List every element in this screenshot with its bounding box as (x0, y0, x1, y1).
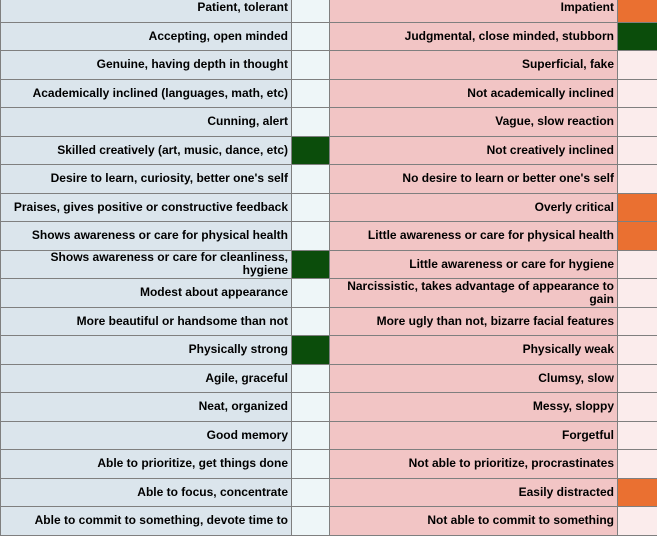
positive-marker-cell[interactable] (292, 307, 330, 336)
trait-rows (1, 0, 657, 535)
positive-trait-cell[interactable]: Cunning, alert (1, 108, 292, 137)
positive-marker-cell[interactable] (292, 507, 330, 536)
positive-trait-cell[interactable]: Skilled creatively (art, music, dance, etc) (1, 136, 292, 165)
positive-trait-cell[interactable]: Modest about appearance (1, 279, 292, 308)
negative-trait-cell[interactable]: No desire to learn or better one's self (330, 165, 618, 194)
negative-marker-cell[interactable] (618, 393, 657, 422)
negative-marker-cell[interactable] (618, 79, 657, 108)
positive-marker-cell[interactable] (292, 421, 330, 450)
negative-marker-cell[interactable] (618, 165, 657, 194)
negative-marker-cell[interactable] (618, 51, 657, 80)
negative-marker-cell[interactable] (618, 279, 657, 308)
negative-marker-cell[interactable] (618, 450, 657, 479)
positive-marker-cell[interactable] (292, 22, 330, 51)
positive-trait-cell[interactable]: Praises, gives positive or constructive feedback (1, 193, 292, 222)
trait-row (1, 364, 657, 393)
negative-trait-cell[interactable]: Clumsy, slow (330, 364, 618, 393)
positive-trait-cell[interactable]: Shows awareness or care for physical health (1, 222, 292, 251)
positive-marker-cell[interactable] (292, 136, 330, 165)
negative-trait-cell[interactable]: Little awareness or care for physical health (330, 222, 618, 251)
trait-row (1, 393, 657, 422)
trait-row (1, 165, 657, 194)
negative-marker-cell[interactable] (618, 222, 657, 251)
positive-trait-cell[interactable]: Able to focus, concentrate (1, 478, 292, 507)
trait-row (1, 421, 657, 450)
negative-marker-cell[interactable] (618, 0, 657, 22)
positive-marker-cell[interactable] (292, 165, 330, 194)
positive-marker-cell[interactable] (292, 393, 330, 422)
negative-marker-cell[interactable] (618, 336, 657, 365)
positive-trait-cell[interactable]: Shows awareness or care for cleanliness, hygiene (1, 250, 292, 279)
trait-row (1, 250, 657, 279)
trait-row (1, 51, 657, 80)
negative-trait-cell[interactable]: Not able to prioritize, procrastinates (330, 450, 618, 479)
positive-trait-cell[interactable]: Desire to learn, curiosity, better one's self (1, 165, 292, 194)
negative-trait-cell[interactable]: More ugly than not, bizarre facial features (330, 307, 618, 336)
positive-trait-cell[interactable]: Physically strong (1, 336, 292, 365)
positive-marker-cell[interactable] (292, 279, 330, 308)
negative-trait-cell[interactable]: Not academically inclined (330, 79, 618, 108)
negative-trait-cell[interactable]: Not creatively inclined (330, 136, 618, 165)
negative-marker-cell[interactable] (618, 250, 657, 279)
negative-trait-cell[interactable]: Easily distracted (330, 478, 618, 507)
trait-row (1, 193, 657, 222)
negative-trait-cell[interactable]: Forgetful (330, 421, 618, 450)
trait-row (1, 307, 657, 336)
trait-row (1, 22, 657, 51)
trait-row (1, 450, 657, 479)
positive-trait-cell[interactable]: Agile, graceful (1, 364, 292, 393)
positive-trait-cell[interactable]: More beautiful or handsome than not (1, 307, 292, 336)
positive-trait-cell[interactable]: Genuine, having depth in thought (1, 51, 292, 80)
negative-trait-cell[interactable]: Little awareness or care for hygiene (330, 250, 618, 279)
positive-marker-cell[interactable] (292, 450, 330, 479)
negative-trait-cell[interactable]: Not able to commit to something (330, 507, 618, 536)
positive-trait-cell[interactable]: Patient, tolerant (1, 0, 292, 22)
positive-marker-cell[interactable] (292, 193, 330, 222)
negative-marker-cell[interactable] (618, 22, 657, 51)
positive-marker-cell[interactable] (292, 222, 330, 251)
trait-row (1, 108, 657, 137)
positive-marker-cell[interactable] (292, 51, 330, 80)
negative-marker-cell[interactable] (618, 364, 657, 393)
trait-row (1, 79, 657, 108)
positive-trait-cell[interactable]: Good memory (1, 421, 292, 450)
trait-row (1, 478, 657, 507)
negative-trait-cell[interactable]: Judgmental, close minded, stubborn (330, 22, 618, 51)
negative-marker-cell[interactable] (618, 136, 657, 165)
negative-marker-cell[interactable] (618, 193, 657, 222)
positive-marker-cell[interactable] (292, 108, 330, 137)
trait-row (1, 136, 657, 165)
trait-row (1, 0, 657, 22)
positive-marker-cell[interactable] (292, 364, 330, 393)
positive-trait-cell[interactable]: Neat, organized (1, 393, 292, 422)
positive-marker-cell[interactable] (292, 0, 330, 22)
negative-trait-cell[interactable]: Narcissistic, takes advantage of appearance to gain (330, 279, 618, 308)
trait-row (1, 279, 657, 308)
positive-marker-cell[interactable] (292, 478, 330, 507)
negative-marker-cell[interactable] (618, 478, 657, 507)
negative-trait-cell[interactable]: Physically weak (330, 336, 618, 365)
negative-marker-cell[interactable] (618, 507, 657, 536)
positive-trait-cell[interactable]: Academically inclined (languages, math, etc) (1, 79, 292, 108)
trait-row (1, 507, 657, 536)
negative-trait-cell[interactable]: Overly critical (330, 193, 618, 222)
positive-trait-cell[interactable]: Able to prioritize, get things done (1, 450, 292, 479)
positive-trait-cell[interactable]: Accepting, open minded (1, 22, 292, 51)
negative-trait-cell[interactable]: Messy, sloppy (330, 393, 618, 422)
negative-trait-cell[interactable]: Vague, slow reaction (330, 108, 618, 137)
positive-marker-cell[interactable] (292, 336, 330, 365)
negative-marker-cell[interactable] (618, 108, 657, 137)
negative-marker-cell[interactable] (618, 421, 657, 450)
negative-marker-cell[interactable] (618, 307, 657, 336)
positive-trait-cell[interactable]: Able to commit to something, devote time to (1, 507, 292, 536)
negative-trait-cell[interactable]: Superficial, fake (330, 51, 618, 80)
positive-marker-cell[interactable] (292, 250, 330, 279)
trait-row (1, 336, 657, 365)
negative-trait-cell[interactable]: Impatient (330, 0, 618, 22)
positive-marker-cell[interactable] (292, 79, 330, 108)
trait-row (1, 222, 657, 251)
